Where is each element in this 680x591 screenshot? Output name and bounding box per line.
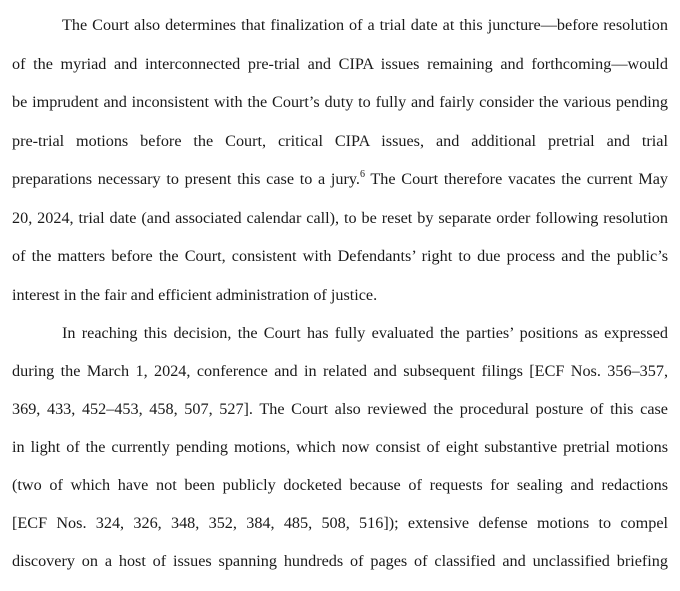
paragraph-2-line-5: (two of which have not been publicly docketed because of requests for sealing and redactions [12, 476, 668, 494]
paragraph-1-line-8: interest in the fair and efficient administration of justice. [12, 286, 378, 304]
paragraph-2-line-7: discovery on a host of issues spanning hundreds of pages of classified and unclassified briefing [12, 552, 668, 570]
paragraph-2-line-4: in light of the currently pending motions, which now consist of eight substantive pretrial motions [12, 438, 668, 456]
paragraph-1-line-1: The Court also determines that finalization of a trial date at this juncture—before resolution [62, 16, 668, 34]
paragraph-1-line-5-text: preparations necessary to present this case to a jury. [12, 170, 360, 188]
paragraph-2-line-2: during the March 1, 2024, conference and in related and subsequent filings [ECF Nos. 356–357, [12, 362, 668, 380]
footnote-marker: 6 [359, 168, 365, 180]
paragraph-1-line-4: pre-trial motions before the Court, critical CIPA issues, and additional pretrial and trial [12, 132, 668, 150]
paragraph-2-line-1: In reaching this decision, the Court has fully evaluated the parties’ positions as expressed [62, 324, 668, 342]
paragraph-1-line-2: of the myriad and interconnected pre-trial and CIPA issues remaining and forthcoming—would [12, 55, 668, 73]
paragraph-1-line-5-continuation: The Court therefore vacates the current May [370, 170, 668, 188]
paragraph-1-line-5 [12, 168, 668, 190]
paragraph-1-line-6: 20, 2024, trial date (and associated calendar call), to be reset by separate order following resolution [12, 209, 668, 227]
paragraph-1-line-7: of the matters before the Court, consistent with Defendants’ right to due process and the public’s [12, 247, 668, 265]
paragraph-2-line-3: 369, 433, 452–453, 458, 507, 527]. The Court also reviewed the procedural posture of this case [12, 400, 668, 418]
paragraph-1-line-3: be imprudent and inconsistent with the Court’s duty to fully and fairly consider the various pending [12, 93, 668, 111]
paragraph-2-line-6: [ECF Nos. 324, 326, 348, 352, 384, 485, 508, 516]); extensive defense motions to compel [12, 514, 668, 532]
